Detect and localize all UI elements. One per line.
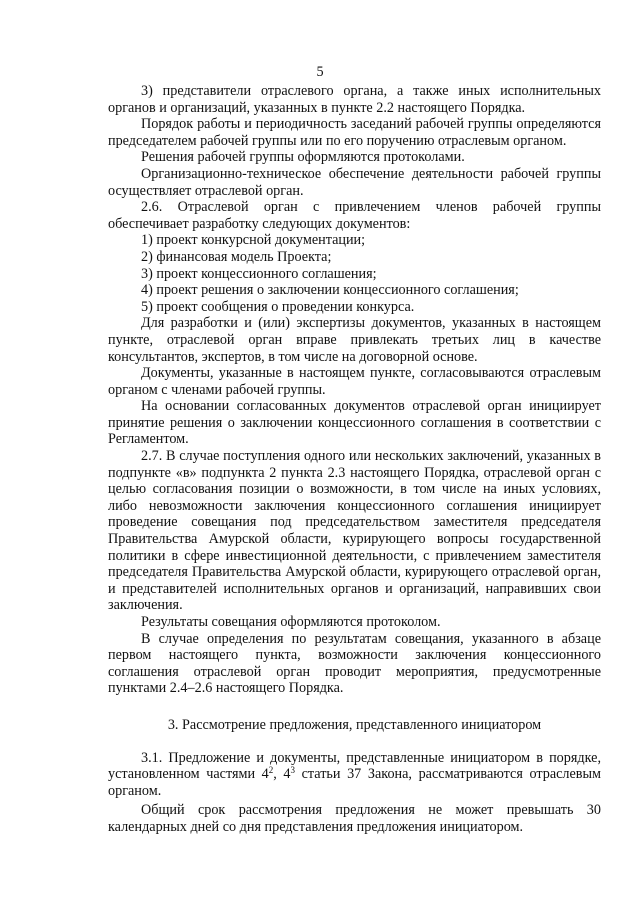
paragraph: В случае определения по результатам совещания, указанного в абзаце первом настоящего пункта, возможности заключения концессионного соглашения отраслевой орган проводит мероприятия, предусмотренные пунктами 2.4–2.6 настоящего Порядка. [108, 630, 601, 697]
list-item: 5) проект сообщения о проведении конкурса. [141, 298, 415, 315]
list-item: 4) проект решения о заключении концессионного соглашения; [141, 282, 519, 299]
text-run: статьи 37 Закона, рассматриваются отраслевым органом. [108, 766, 602, 799]
paragraph: Решения рабочей группы оформляются протоколами. [141, 149, 465, 166]
paragraph: 3) представители отраслевого органа, а также иных исполнительных органов и организаций, указанных в пункте 2.2 настоящего Порядка. [108, 83, 601, 116]
paragraph: 2.7. В случае поступления одного или нескольких заключений, указанных в подпункте «в» подпункта 2 пункта 2.3 настоящего Порядка, отраслевой орган с целью согласования позиции о возможности, в том числе на иных условиях, либо невозможности заключения концессионного соглашения инициирует проведение совещания под председательством заместителя председателя Правительства Амурской области, курирующего вопросы государственной политики в сфере инвестиционной деятельности, с привлечением заместителя председателя Правительства Амурской области, курирующего отраслевой орган, и представителей исполнительных органов и организаций, направивших свои заключения. [108, 448, 601, 614]
paragraph: Общий срок рассмотрения предложения не может превышать 30 календарных дней со дня представления предложения инициатором. [108, 802, 601, 835]
list-item: 1) проект конкурсной документации; [141, 232, 366, 249]
paragraph: На основании согласованных документов отраслевой орган инициирует принятие решения о заключении концессионного соглашения в соответствии с Регламентом. [108, 398, 601, 448]
paragraph: Порядок работы и периодичность заседаний рабочей группы определяются председателем рабочей группы или по его поручению отраслевым органом. [108, 116, 601, 149]
list-item: 2) финансовая модель Проекта; [141, 248, 332, 265]
text-run: , 4 [273, 766, 291, 783]
page-number: 5 [316, 64, 324, 80]
paragraph: Результаты совещания оформляются протоколом. [141, 614, 441, 630]
superscript: 2 [268, 765, 274, 776]
paragraph: Документы, указанные в настоящем пункте, согласовываются отраслевым органом с членами рабочей группы. [108, 365, 601, 398]
paragraph [108, 750, 601, 800]
paragraph: Организационно-техническое обеспечение деятельности рабочей группы осуществляет отраслевой орган. [108, 165, 601, 199]
document-body [108, 83, 601, 836]
paragraph: 2.6. Отраслевой орган с привлечением членов рабочей группы обеспечивает разработку следующих документов: [108, 199, 601, 232]
paragraph: Для разработки и (или) экспертизы документов, указанных в настоящем пункте, отраслевой орган вправе привлекать третьих лиц в качестве консультантов, экспертов, в том числе на договорной основе. [108, 315, 601, 365]
section-heading: 3. Рассмотрение предложения, представленного инициатором [167, 716, 542, 733]
list-item: 3) проект концессионного соглашения; [141, 265, 377, 282]
superscript: 3 [290, 765, 296, 776]
text-run: 3.1. Предложение и документы, представленные инициатором в порядке, установленном частями 4 [108, 749, 601, 783]
